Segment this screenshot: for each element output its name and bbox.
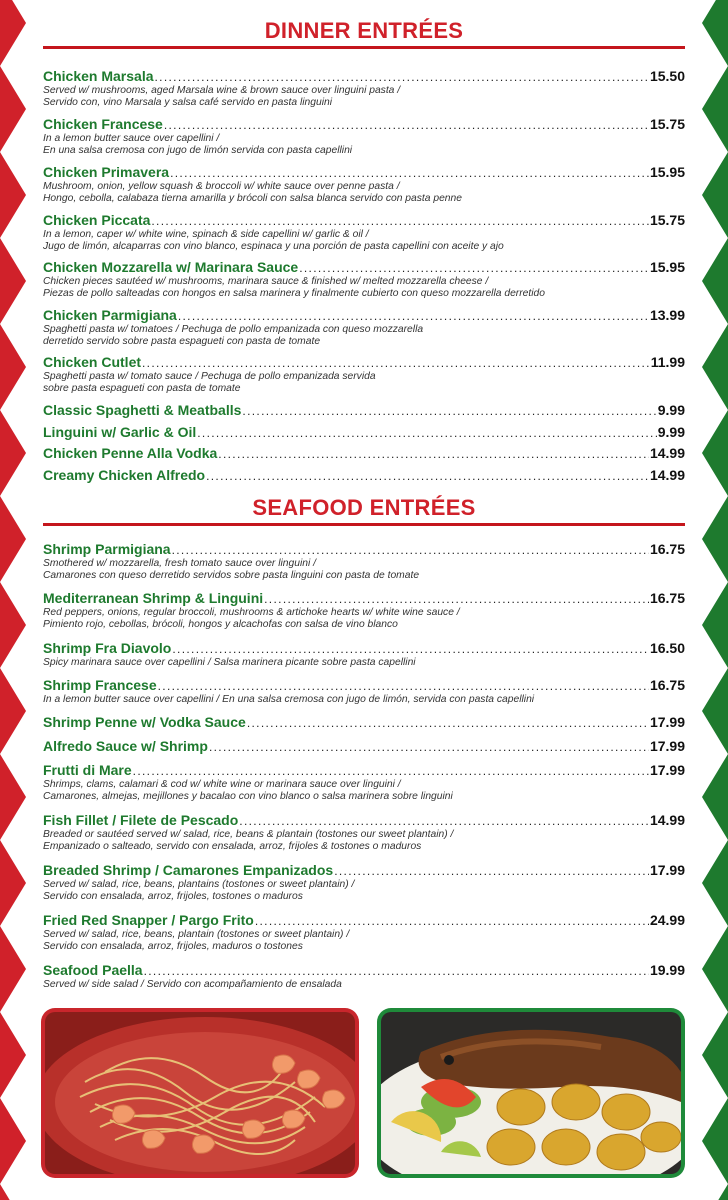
- menu-item-header: [43, 812, 685, 829]
- menu-item-price: 16.75: [649, 677, 685, 693]
- dot-leader: [170, 166, 649, 180]
- menu-item-header: [43, 259, 685, 276]
- menu-item-price: 16.75: [649, 541, 685, 557]
- menu-item-description: Mushroom, onion, yellow squash & broccoli w/ white sauce over penne pasta /: [43, 181, 400, 192]
- dot-leader: [334, 864, 649, 878]
- menu-item-price: 24.99: [649, 912, 685, 928]
- dot-leader: [264, 592, 649, 606]
- menu-item-name: Chicken Parmigiana: [43, 307, 177, 323]
- left-triangle-border: [0, 0, 26, 1200]
- dot-leader: [242, 404, 656, 418]
- left-border-triangle: [0, 668, 26, 754]
- menu-item-header: [43, 640, 685, 657]
- menu-item-description: Served w/ salad, rice, beans, plantains (tostones or sweet plantain) /: [43, 879, 355, 890]
- right-triangle-pattern: [702, 0, 728, 1200]
- left-border-triangle: [0, 754, 26, 840]
- menu-item-header: [43, 677, 685, 694]
- menu-item-description: Red peppers, onions, regular broccoli, mushrooms & artichoke hearts w/ white wine sauce /: [43, 607, 460, 618]
- menu-item-header: [43, 424, 685, 441]
- right-border-triangle: [702, 410, 728, 496]
- seafood-menu-item: [43, 738, 685, 755]
- dot-leader: [155, 70, 649, 84]
- menu-item-description: Spaghetti pasta w/ tomato sauce / Pechuga de pollo empanizada servida: [43, 371, 376, 382]
- menu-item-name: Classic Spaghetti & Meatballs: [43, 402, 242, 418]
- left-border-triangle: [0, 496, 26, 582]
- menu-item-description: Served w/ mushrooms, aged Marsala wine & brown sauce over linguini pasta /: [43, 85, 401, 96]
- menu-item-header: [43, 307, 685, 324]
- left-border-triangle: [0, 324, 26, 410]
- menu-item-description: Pimiento rojo, cebollas, brócoli, hongos y alcachofas con salsa de vino blanco: [43, 618, 398, 630]
- menu-item-price: 15.75: [649, 212, 685, 228]
- left-border-triangle: [0, 410, 26, 496]
- menu-item-name: Mediterranean Shrimp & Linguini: [43, 590, 264, 606]
- dinner-menu-item: [43, 307, 685, 347]
- right-border-triangle: [702, 1012, 728, 1098]
- dinner-menu-item: [43, 164, 685, 204]
- menu-item-description: Breaded or sautéed served w/ salad, rice, beans & plantain (tostones our sweet plantain) /: [43, 829, 454, 840]
- menu-item-header: [43, 962, 685, 979]
- dot-leader: [164, 118, 649, 132]
- menu-item-description: Shrimps, clams, calamari & cod w/ white wine or marinara sauce over linguini /: [43, 779, 401, 790]
- menu-item-header: [43, 862, 685, 879]
- left-border-triangle: [0, 238, 26, 324]
- menu-item-description: In a lemon butter sauce over capellini / En una salsa cremosa con jugo de limón, servida con pasta capellini: [43, 694, 535, 705]
- menu-item-description: Servido con ensalada, arroz, frijoles, maduros o tostones: [43, 940, 303, 952]
- left-border-triangle: [0, 66, 26, 152]
- seafood-menu-item: [43, 962, 685, 991]
- menu-item-name: Frutti di Mare: [43, 762, 132, 778]
- left-border-triangle: [0, 1012, 26, 1098]
- menu-item-price: 9.99: [657, 402, 685, 418]
- seafood-menu-item: [43, 541, 685, 581]
- menu-item-description: Hongo, cebolla, calabaza tierna amarilla y brócoli con salsa blanca servido con pasta penne: [43, 192, 462, 204]
- menu-item-name: Chicken Penne Alla Vodka: [43, 445, 218, 461]
- dot-leader: [239, 814, 649, 828]
- right-border-triangle: [702, 754, 728, 840]
- menu-item-description: In a lemon butter sauce over capellini /: [43, 133, 220, 144]
- dot-leader: [133, 764, 649, 778]
- right-border-triangle: [702, 840, 728, 926]
- left-border-triangle: [0, 840, 26, 926]
- dinner-menu-item: [43, 467, 685, 484]
- right-border-triangle: [702, 0, 728, 66]
- right-border-triangle: [702, 926, 728, 1012]
- seafood-section-title: SEAFOOD ENTRÉES: [252, 495, 476, 520]
- seafood-menu-item: [43, 762, 685, 802]
- left-triangle-pattern: [0, 0, 26, 1200]
- dot-leader: [209, 740, 649, 754]
- dinner-menu-item: [43, 259, 685, 299]
- menu-item-price: 15.75: [649, 116, 685, 132]
- left-border-triangle: [0, 0, 26, 66]
- menu-item-header: [43, 354, 685, 371]
- menu-item-name: Chicken Marsala: [43, 68, 154, 84]
- dinner-menu-item: [43, 424, 685, 441]
- menu-item-price: 14.99: [649, 445, 685, 461]
- menu-item-header: [43, 738, 685, 755]
- menu-item-description: Served w/ salad, rice, beans, plantain (tostones or sweet plantain) /: [43, 929, 350, 940]
- dinner-section-title: DINNER ENTRÉES: [264, 18, 464, 43]
- menu-item-price: 19.99: [649, 962, 685, 978]
- menu-item-price: 14.99: [649, 467, 685, 483]
- menu-item-price: 17.99: [649, 714, 685, 730]
- fried-fish-illustration: [381, 1012, 681, 1174]
- menu-item-name: Chicken Piccata: [43, 212, 151, 228]
- dinner-menu-item: [43, 68, 685, 108]
- menu-item-price: 17.99: [649, 738, 685, 754]
- left-border-triangle: [0, 582, 26, 668]
- menu-item-description: Spicy marinara sauce over capellini / Salsa marinera picante sobre pasta capellini: [43, 657, 416, 668]
- menu-item-description: Served w/ side salad / Servido con acompañamiento de ensalada: [43, 979, 342, 990]
- dot-leader: [144, 964, 649, 978]
- menu-item-name: Seafood Paella: [43, 962, 143, 978]
- menu-item-price: 15.95: [649, 164, 685, 180]
- right-border-triangle: [702, 668, 728, 754]
- right-border-triangle: [702, 66, 728, 152]
- menu-item-name: Chicken Primavera: [43, 164, 170, 180]
- menu-item-description: derretido servido sobre pasta espagueti con pasta de tomate: [43, 335, 321, 347]
- seafood-title-rule: [43, 523, 685, 526]
- dot-leader: [197, 426, 657, 440]
- menu-item-price: 11.99: [650, 354, 685, 370]
- seafood-menu-item: [43, 912, 685, 952]
- dinner-title-rule: [43, 46, 685, 49]
- left-border-triangle: [0, 1184, 26, 1200]
- dinner-menu-item: [43, 445, 685, 462]
- menu-item-header: [43, 402, 685, 419]
- dinner-menu-item: [43, 354, 685, 394]
- dot-leader: [151, 214, 649, 228]
- menu-item-description: Piezas de pollo salteadas con hongos en salsa marinera y finalmente cubierto con queso mozzarella derretido: [43, 287, 545, 299]
- menu-item-name: Chicken Mozzarella w/ Marinara Sauce: [43, 259, 299, 275]
- menu-item-name: Shrimp Fra Diavolo: [43, 640, 172, 656]
- shrimp-linguini-photo: [41, 1008, 359, 1178]
- menu-item-header: [43, 445, 685, 462]
- menu-item-price: 17.99: [649, 862, 685, 878]
- dot-leader: [206, 469, 649, 483]
- menu-item-price: 15.50: [649, 68, 685, 84]
- dot-leader: [299, 261, 649, 275]
- menu-item-header: [43, 467, 685, 484]
- seafood-menu-item: [43, 862, 685, 902]
- left-border-triangle: [0, 1098, 26, 1184]
- seafood-menu-item: [43, 677, 685, 706]
- menu-item-header: [43, 912, 685, 929]
- dot-leader: [142, 356, 650, 370]
- dot-leader: [218, 447, 649, 461]
- menu-item-description: Servido con ensalada, arroz, frijoles, tostones o maduros: [43, 890, 303, 902]
- dinner-menu-item: [43, 402, 685, 419]
- menu-item-header: [43, 541, 685, 558]
- menu-item-name: Linguini w/ Garlic & Oil: [43, 424, 197, 440]
- menu-item-header: [43, 590, 685, 607]
- dinner-menu-item: [43, 116, 685, 156]
- menu-item-header: [43, 68, 685, 85]
- menu-item-description: Jugo de limón, alcaparras con vino blanco, espinaca y una porción de pasta capellini con aceite y ajo: [43, 240, 504, 252]
- left-border-triangle: [0, 152, 26, 238]
- menu-item-price: 17.99: [649, 762, 685, 778]
- right-triangle-border: [702, 0, 728, 1200]
- menu-item-description: Empanizado o salteado, servido con ensalada, arroz, frijoles & tostones o maduros: [43, 840, 422, 852]
- menu-item-name: Chicken Cutlet: [43, 354, 142, 370]
- seafood-menu-item: [43, 640, 685, 669]
- menu-item-price: 16.50: [649, 640, 685, 656]
- menu-item-description: In a lemon, caper w/ white wine, spinach & side capellini w/ garlic & oil /: [43, 229, 369, 240]
- dot-leader: [172, 642, 649, 656]
- menu-item-description: Camarones, almejas, mejillones y bacalao con vino blanco o salsa marinera sobre linguini: [43, 790, 453, 802]
- shrimp-linguini-illustration: [45, 1012, 355, 1174]
- menu-item-name: Shrimp Parmigiana: [43, 541, 171, 557]
- menu-item-description: Spaghetti pasta w/ tomatoes / Pechuga de pollo empanizada con queso mozzarella: [43, 324, 424, 335]
- menu-item-name: Alfredo Sauce w/ Shrimp: [43, 738, 208, 754]
- menu-item-name: Shrimp Penne w/ Vodka Sauce: [43, 714, 246, 730]
- menu-item-description: sobre pasta espagueti con pasta de tomate: [43, 382, 241, 394]
- menu-item-name: Fried Red Snapper / Pargo Frito: [43, 912, 254, 928]
- dot-leader: [158, 679, 649, 693]
- right-border-triangle: [702, 324, 728, 410]
- menu-item-name: Breaded Shrimp / Camarones Empanizados: [43, 862, 334, 878]
- menu-item-description: Smothered w/ mozzarella, fresh tomato sauce over linguini /: [43, 558, 316, 569]
- menu-item-description: Chicken pieces sautéed w/ mushrooms, marinara sauce & finished w/ melted mozzarella cheese /: [43, 276, 489, 287]
- menu-item-price: 13.99: [649, 307, 685, 323]
- menu-item-header: [43, 116, 685, 133]
- dot-leader: [178, 309, 649, 323]
- menu-item-price: 9.99: [657, 424, 685, 440]
- right-border-triangle: [702, 1184, 728, 1200]
- menu-item-name: Creamy Chicken Alfredo: [43, 467, 206, 483]
- menu-item-price: 15.95: [649, 259, 685, 275]
- menu-item-header: [43, 212, 685, 229]
- right-border-triangle: [702, 582, 728, 668]
- menu-item-description: En una salsa cremosa con jugo de limón servida con pasta capellini: [43, 144, 353, 156]
- left-border-triangle: [0, 926, 26, 1012]
- seafood-menu-item: [43, 714, 685, 731]
- dot-leader: [172, 543, 649, 557]
- right-border-triangle: [702, 496, 728, 582]
- menu-item-header: [43, 714, 685, 731]
- right-border-triangle: [702, 238, 728, 324]
- menu-item-header: [43, 762, 685, 779]
- right-border-triangle: [702, 152, 728, 238]
- menu-item-name: Fish Fillet / Filete de Pescado: [43, 812, 239, 828]
- right-border-triangle: [702, 1098, 728, 1184]
- menu-item-description: Camarones con queso derretido servidos sobre pasta linguini con pasta de tomate: [43, 569, 420, 581]
- dot-leader: [247, 716, 649, 730]
- menu-item-name: Shrimp Francese: [43, 677, 157, 693]
- dot-leader: [255, 914, 649, 928]
- menu-item-price: 16.75: [649, 590, 685, 606]
- fried-fish-tostones-photo: [377, 1008, 685, 1178]
- menu-item-price: 14.99: [649, 812, 685, 828]
- menu-item-description: Servido con, vino Marsala y salsa café servido en pasta linguini: [43, 96, 333, 108]
- menu-item-header: [43, 164, 685, 181]
- seafood-menu-item: [43, 590, 685, 630]
- dinner-menu-item: [43, 212, 685, 252]
- seafood-menu-item: [43, 812, 685, 852]
- menu-item-name: Chicken Francese: [43, 116, 163, 132]
